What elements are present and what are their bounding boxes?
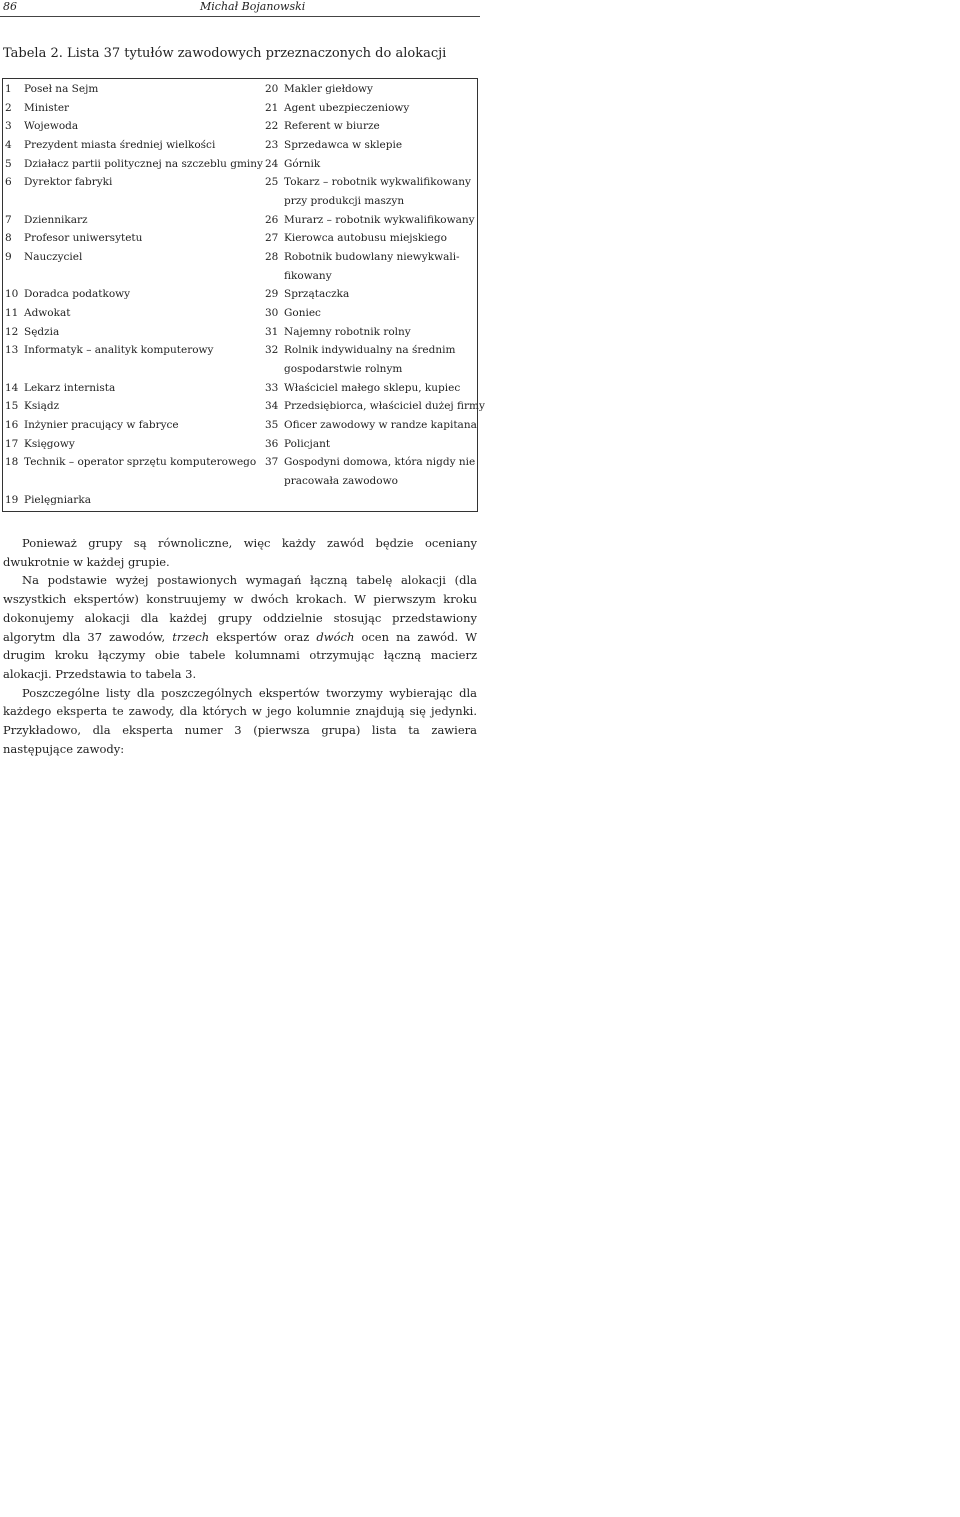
paragraph: Poszczególne listy dla poszczególnych ekspertów tworzymy wybierając dla każdego eksperta te zawody, dla których w jego kolumnie znajdują się jedynki. Przykładowo, dla eksperta numer 3 (pierwsza grupa) lista ta zawiera następujące zawody: [3,685,477,756]
table-row: 19 Pielęgniarka [5,494,91,506]
table-row: 14 Lekarz internista [5,382,116,394]
table-row-continuation: fikowany [284,270,332,282]
table-row: 21 Agent ubezpieczeniowy [265,102,410,114]
table-row: 16 Inżynier pracujący w fabryce [5,419,179,431]
table-row: 15 Ksiądz [5,400,60,412]
table-row-continuation: gospodarstwie rolnym [284,363,403,375]
body-text [3,534,477,758]
table-row: 10 Doradca podatkowy [5,288,131,300]
table-row: 18 Technik – operator sprzętu komputerowego [5,456,257,468]
table-row: 30 Goniec [265,307,321,319]
table-row: 31 Najemny robotnik rolny [265,326,411,338]
table-row: 17 Księgowy [5,438,75,450]
table-row: 24 Górnik [265,158,321,170]
table-row: 5 Działacz partii politycznej na szczeblu gminy [5,158,263,170]
table-row: 33 Właściciel małego sklepu, kupiec [265,382,461,394]
table-row: 11 Adwokat [5,307,71,319]
paragraph: Na podstawie wyżej postawionych wymagań łączną tabelę alokacji (dla wszystkich ekspertów) konstruujemy w dwóch krokach. W pierwszym kroku dokonujemy alokacji dla każdej grupy oddzielnie stosując przedstawiony algorytm dla 37 zawodów, trzech ekspertów oraz dwóch ocen na zawód. W drugim kroku łączymy obie tabele kolumnami otrzymując łączną macierz alokacji. Przedstawia to tabela 3. [3,573,478,681]
table-row: 3 Wojewoda [5,120,79,132]
table-row: 28 Robotnik budowlany niewykwali- [265,251,460,263]
occupations-table [2,78,485,512]
table-row: 4 Prezydent miasta średniej wielkości [5,139,216,151]
table-row-continuation: przy produkcji maszyn [284,195,405,207]
table-row: 9 Nauczyciel [5,251,83,263]
table-row: 27 Kierowca autobusu miejskiego [265,232,447,244]
table-row: 37 Gospodyni domowa, która nigdy nie [265,456,476,468]
table-row: 29 Sprzątaczka [265,288,350,300]
table-row: 7 Dziennikarz [5,214,88,226]
table-row: 35 Oficer zawodowy w randze kapitana [265,419,477,431]
table-row: 2 Minister [5,102,70,114]
table-row: 25 Tokarz – robotnik wykwalifikowany [265,176,471,188]
table-row: 8 Profesor uniwersytetu [5,232,143,244]
table-row: 34 Przedsiębiorca, właściciel dużej firmy [265,400,485,412]
table-caption: Tabela 2. Lista 37 tytułów zawodowych przeznaczonych do alokacji [3,46,447,61]
table-row: 12 Sędzia [5,326,60,338]
paragraph: Ponieważ grupy są równoliczne, więc każdy zawód będzie oceniany dwukrotnie w każdej grupie. [3,536,477,569]
table-row: 32 Rolnik indywidualny na średnim [265,344,456,356]
table-row: 6 Dyrektor fabryki [5,176,113,188]
table-row: 22 Referent w biurze [265,120,380,132]
table-row: 23 Sprzedawca w sklepie [265,139,403,151]
table-row: 26 Murarz – robotnik wykwalifikowany [265,214,475,226]
table-row: 36 Policjant [265,438,331,450]
table-row: 13 Informatyk – analityk komputerowy [5,344,214,356]
page-number: 86 [3,0,17,13]
running-head-author: Michał Bojanowski [200,0,306,13]
table-row: 20 Makler giełdowy [265,83,373,95]
table-row-continuation: pracowała zawodowo [284,475,398,487]
table-row: 1 Poseł na Sejm [5,83,99,95]
page-header [0,0,480,17]
